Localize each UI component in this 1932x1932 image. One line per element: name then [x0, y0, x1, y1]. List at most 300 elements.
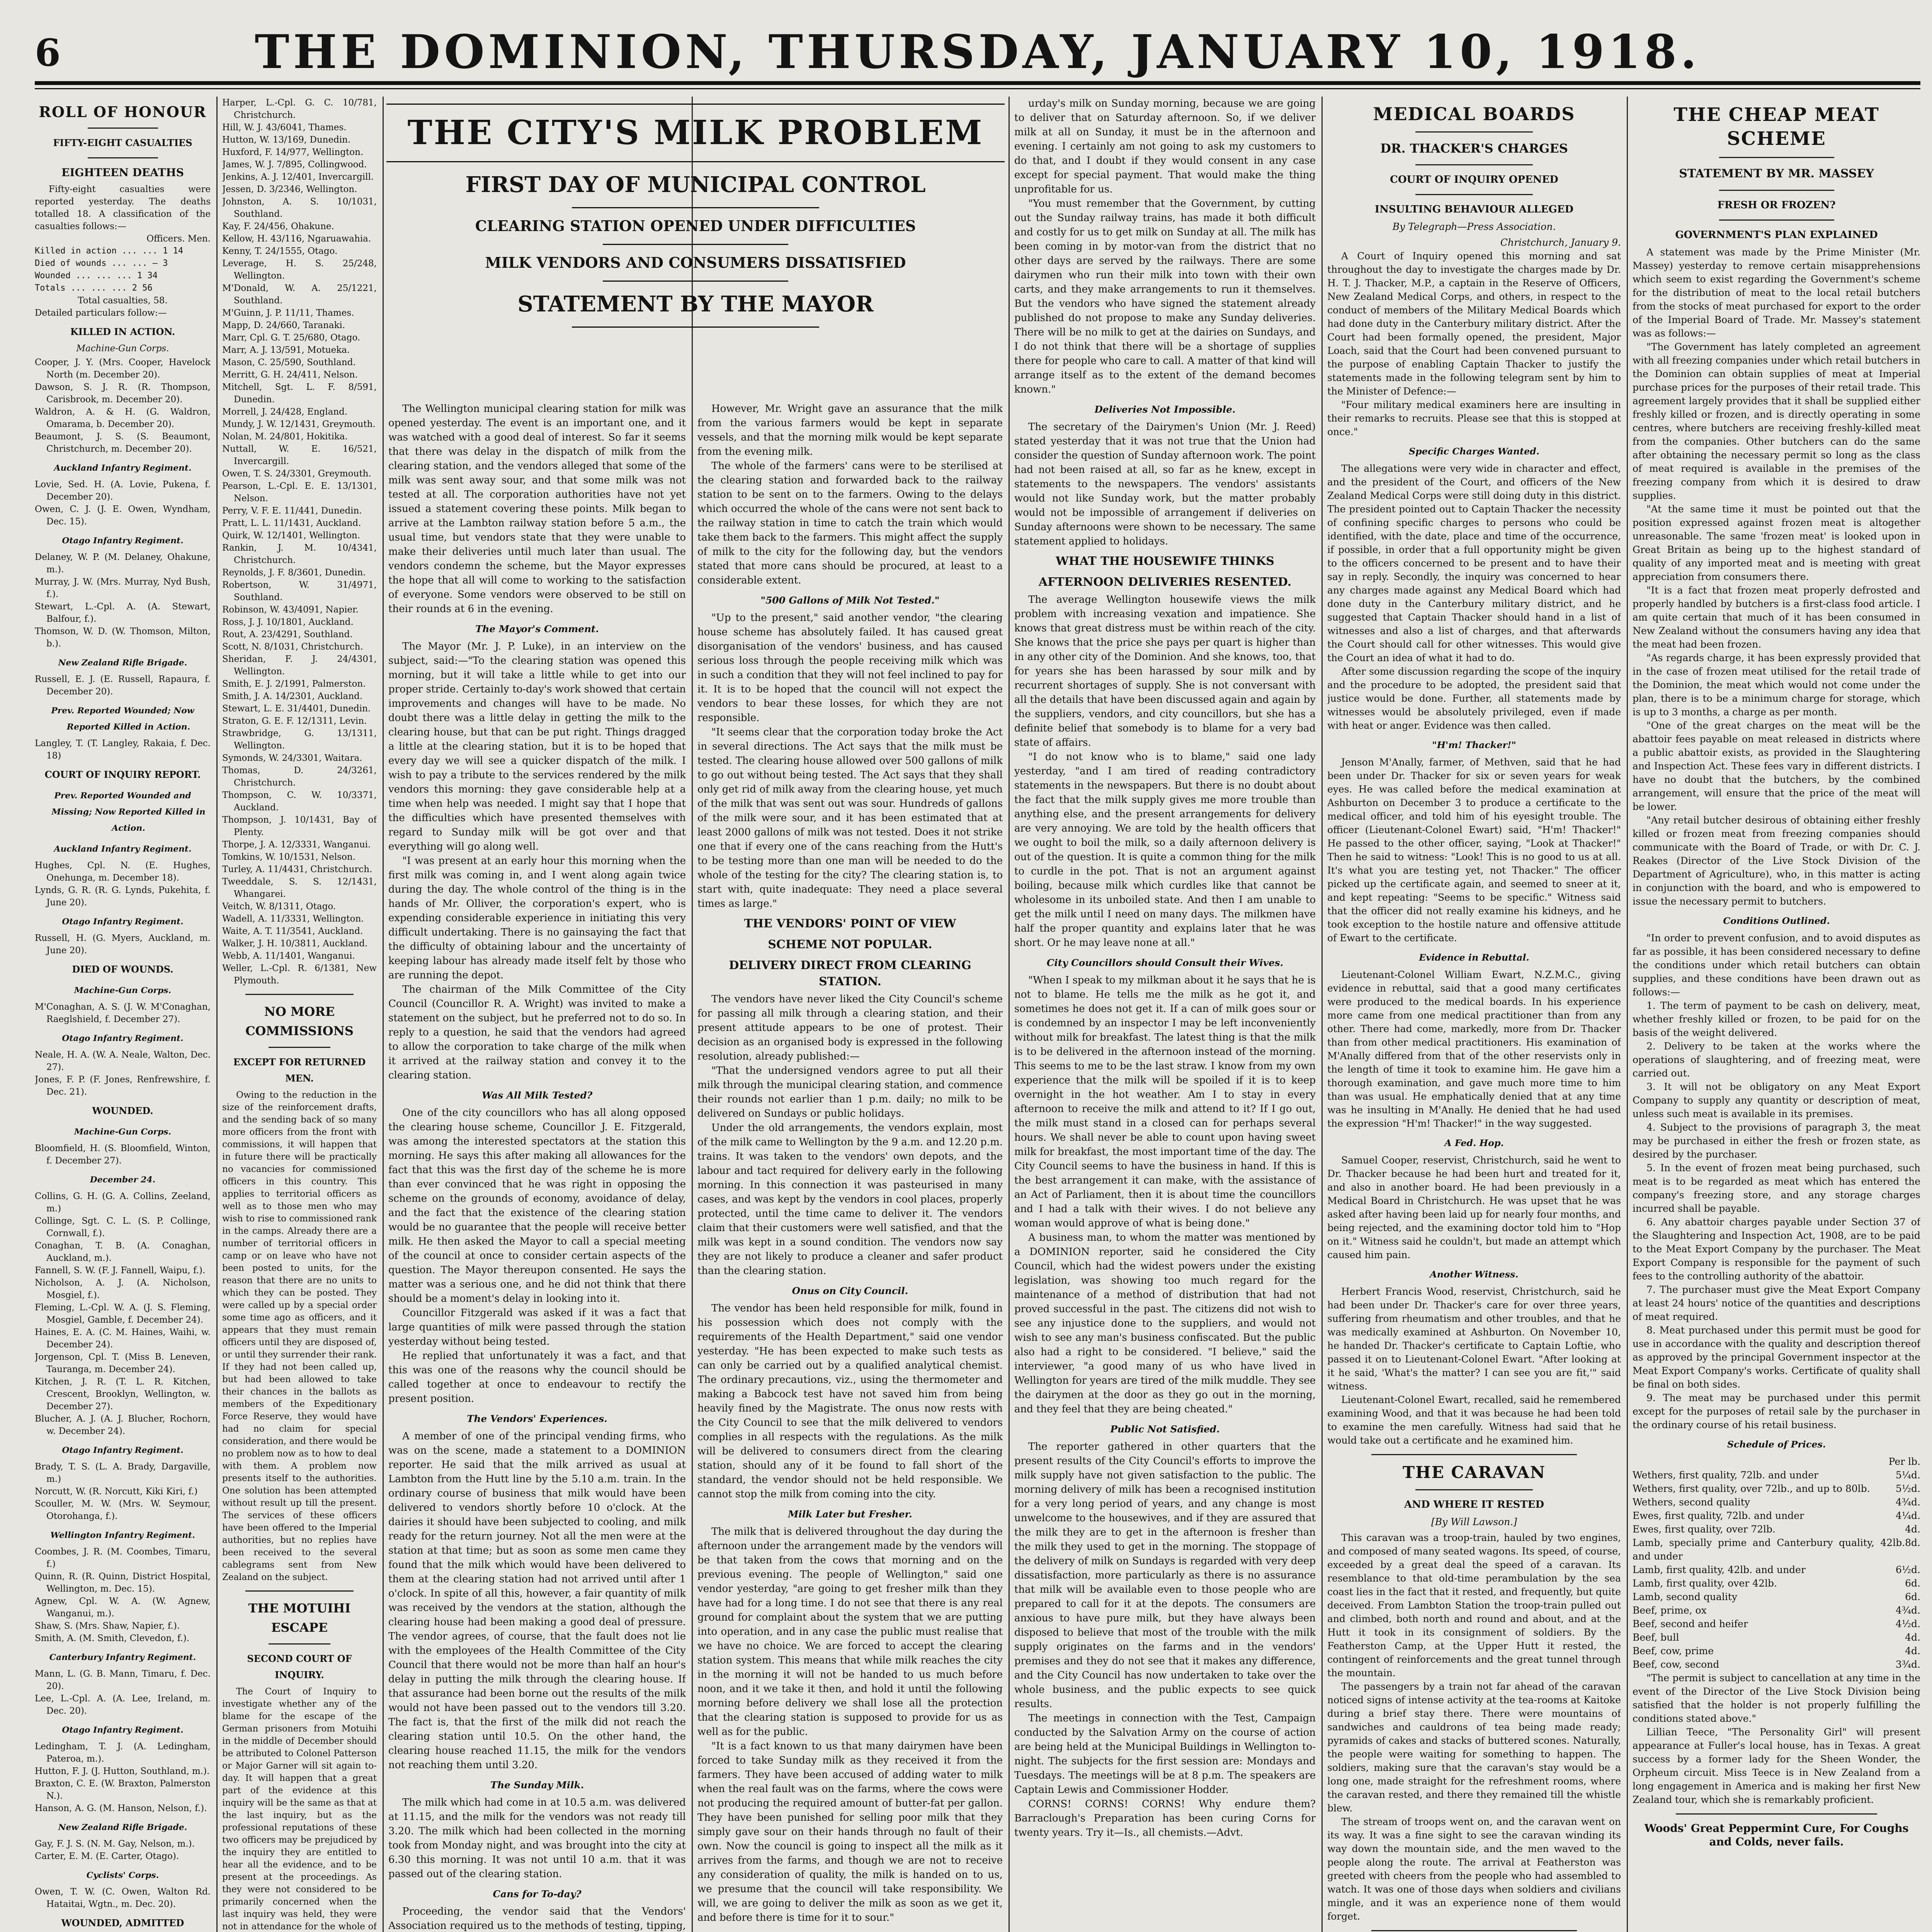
list-item: Kay, F. 24/456, Ohakune.: [222, 221, 334, 231]
column-roll-of-honour: [35, 97, 211, 1932]
list-item: Beaumont, J. S. (S. Beaumont, Christchurch, m. December 20).: [35, 432, 211, 454]
caravan-subtitle: AND WHERE IT RESTED: [1404, 1499, 1544, 1510]
casualty-list-cont: [222, 97, 377, 987]
list-item: Owen, T. S. 24/3301, Greymouth.: [222, 469, 371, 479]
paragraph: The average Wellington housewife views the milk problem with increasing vexation and impatience. She knows that great distress must be within reach of the city. She knows that the price she pays per quart is higher than in any other city of the Dominion. And she knows, too, that for years she has been harassed by sour milk and by recurrent shortages of supply. She is not conversant with all the details that have been discussed again and again by the suppliers, vendors, and city councillors, but she has a definite belief that somebody is to blame for a very bad state of affairs.: [1014, 594, 1316, 748]
meat-deck-2: GOVERNMENT'S PLAN EXPLAINED: [1675, 229, 1878, 241]
price-row: [1633, 1536, 1920, 1563]
price-value: 5¼d.: [1895, 1469, 1920, 1481]
list-item: Haines, E. A. (C. M. Haines, Waihi, w. December 24).: [35, 1327, 211, 1350]
subheading: Cyclists' Corps.: [86, 1870, 159, 1880]
price-item: Wethers, first quality, over 72lb., and up to 80lb.: [1633, 1483, 1870, 1494]
price-value: 4d.: [1905, 1645, 1920, 1656]
subheading: Wellington Infantry Regiment.: [50, 1530, 195, 1540]
medical-text: [1327, 249, 1621, 1447]
subheading: The Vendors' Experiences.: [467, 1413, 607, 1424]
list-item: Hutton, F. J. (J. Hutton, Southland, m.).: [35, 1766, 210, 1776]
list-item: Mason, C. 25/590, Southland.: [222, 357, 356, 367]
killed-heading: KILLED IN ACTION.: [70, 326, 175, 337]
paragraph: "In order to prevent confusion, and to avoid disputes as far as possible, it has been considered necessary to define the conditions under which retail butchers can obtain supplies, and these conditions have been drawn out as follows:—: [1633, 932, 1920, 998]
wounded-heading: WOUNDED.: [92, 1105, 153, 1116]
list-item: Nuttall, W. E. 16/521, Invercargill.: [222, 444, 377, 466]
list-item: Rankin, J. M. 10/4341, Christchurch.: [222, 543, 377, 565]
list-item: Langley, T. (T. Langley, Rakaia, f. Dec. 18): [35, 738, 211, 761]
list-item: Shaw, S. (Mrs. Shaw, Napier, f.).: [35, 1621, 180, 1631]
price-item: Beef, cow, second: [1633, 1659, 1719, 1670]
price-schedule: [1633, 1468, 1920, 1671]
medical-deck-2: INSULTING BEHAVIOUR ALLEGED: [1374, 204, 1574, 215]
list-item: Symonds, W. 24/3301, Waitara.: [222, 753, 362, 763]
list-item: Rout, A. 23/4291, Southland.: [222, 629, 353, 639]
list-item: Quinn, R. (R. Quinn, District Hospital, Wellington, m. Dec. 15).: [35, 1571, 211, 1594]
price-value: 5½d.: [1895, 1483, 1920, 1494]
price-item: Wethers, second quality: [1633, 1497, 1750, 1508]
masthead-rule: [35, 81, 1920, 85]
price-value: 6½d.: [1895, 1564, 1920, 1575]
paragraph: 3. It will not be obligatory on any Meat Export Company to supply any quantity or description of meat, unless such meat is available in its premises.: [1633, 1081, 1920, 1119]
subheading: The Mayor's Comment.: [475, 623, 599, 634]
paper-title: THE DOMINION, THURSDAY, JANUARY 10, 1918.: [255, 25, 1701, 79]
price-value: 8d.: [1905, 1537, 1920, 1548]
price-value: 4¾d.: [1895, 1497, 1920, 1508]
paragraph: The meetings in connection with the Test, Campaign conducted by the Salvation Army on the course of action are being held at the Municipal Buildings in Wellington to-night. The subjects for the first session are: Mondays and Tuesdays. The meetings will be at 8 p.m. The speakers are Captain Lewis and Commissioner Hodder.: [1014, 1713, 1316, 1796]
list-item: Strawbridge, G. 13/1311, Wellington.: [222, 728, 377, 751]
paragraph: The reporter gathered in other quarters that the present results of the City Council's efforts to improve the milk supply have not given satisfaction to the public. The morning delivery of milk has been a recognised institution for a very long period of years, and any change is most unwelcome to the housewives, and if they are assured that the milk they are to get in the afternoon is fresher than the milk they used to get in the morning. The stoppage of the delivery of milk on Sundays is regarded with very deep dissatisfaction, more particularly as there is no assurance that milk will be available even to those people who are prepared to call for it at the depots. The consumers are anxious to have pure milk, but they have always been disposed to believe that most of the trouble with the milk supply originates on the farms and in the vendors' premises and they do not see that it makes any difference, and the City Council has now undertaken to take over the whole business, and the public expects to see quick results.: [1014, 1441, 1316, 1710]
paragraph: "It seems clear that the corporation today broke the Act in several directions. The Act says that the milk must be tested. The clearing house allowed over 500 gallons of milk to go out without being tested. The Act says that they shall only get rid of milk away from the clearing house, yet much of the milk that was sent out was sour. Hundreds of gallons of the milk were sour, and it has been estimated that at least 2000 gallons of milk was not tested. Does it not strike one that if every one of the cans reaching from the Hutt's to be testing more than one man will be needed to do the whole of the testing for the city? The clearing station is, to start with, quite inadequate: They need a place several times as large.": [697, 726, 1003, 910]
paragraph: Jenson M'Anally, farmer, of Methven, said that he had been under Dr. Thacker for six or seven years for weak eyes. He was called before the medical examination at Ashburton on December 3 to produce a certificate to the medical officer, and told him of his eyesight trouble. The officer (Lieutenant-Colonel Ewart) said, "H'm! Thacker!" He passed to the other officer, saying, "Look at Thacker!" Then he said to witness: "Look! This is no good to us at all. It's what you are testing yet, not Thacker." The officer picked up the certificate again, and seemed to sneer at it, and kept repeating: "Seems to be specific." Witness said that the officer did not really examine his kidneys, and he took exception to the hostile nature and offensive attitude of Ewart to the certificate.: [1327, 757, 1621, 944]
commissions-text: [222, 1089, 377, 1583]
column-milk-1: [388, 402, 686, 1932]
paragraph: "It is a fact known to us that many dairymen have been forced to take Sunday milk as they received it from the farmers. They have been accused of adding water to milk when the real fault was on the farms, where the cows were not producing the required amount of butter-fat per gallon. They have been punished for selling poor milk that they simply gave sour on their hands through no fault of their own. Now the council is going to inspect all the milk as it arrives from the farms, and though we are not to receive any consideration of quality, the milk is handed on to us, we presume that the council will take responsibility. We will, we are going to deliver the milk as soon as we get it, and before there is time for it to sour.": [697, 1740, 1003, 1923]
paragraph: Councillor Fitzgerald was asked if it was a fact that large quantities of milk were passed through the station yesterday without being tested.: [388, 1307, 686, 1347]
meat-text: [1633, 245, 1920, 1452]
medical-subtitle: DR. THACKER'S CHARGES: [1380, 141, 1568, 156]
price-row: [1633, 1658, 1920, 1671]
caravan-byline: [By Will Lawson.]: [1431, 1516, 1517, 1527]
list-item: Cooper, J. Y. (Mrs. Cooper, Havelock North (m. December 20).: [35, 357, 211, 380]
subheading: Evidence in Rebuttal.: [1419, 952, 1529, 963]
list-item: Died of wounds ... ... — 3: [35, 259, 168, 268]
price-item: Lamb, first quality, over 42lb.: [1633, 1578, 1777, 1589]
list-item: Pearson, L.-Cpl. E. E. 13/1301, Nelson.: [222, 481, 377, 503]
paragraph: The Mayor (Mr. J. P. Luke), in an interview on the subject, said:—"To the clearing station was opened this morning, but it will take a little while to get into our proper stride. Certainly to-day's work showed that certain improvements and changes will have to be made. No doubt there was a little delay in getting the milk to the clearing house, but that can be put right. Things dragged a little at the clearing station, but it is to be hoped that every day we will see a quicker dispatch of the milk. I wish to pay a tribute to the services rendered by the milk vendors this morning: they gave considerable help at a time when help was needed. I might say that I hope that the difficulties which have presented themselves with regard to Sunday milk will be got over and that everything will go along well.: [388, 641, 686, 852]
subheading: Auckland Infantry Regiment.: [54, 463, 192, 473]
list-item: Kellow, H. 43/116, Ngaruawahia.: [222, 234, 371, 244]
price-row: [1633, 1468, 1920, 1482]
paragraph: "I do not know who is to blame," said one lady yesterday, "and I am tired of reading contradictory statements in the newspapers. But there is no doubt about the fact that the milk supply gives me more trouble than anything else, and the present arrangements for delivery are very annoying. We are told by the health officers that we ought to boil the milk, so a daily afternoon delivery is out of the question. It is quite a common thing for the milk to curdle in the pot. That is not an argument against boiling, because milk which curdles like that cannot be wholesome in its unboiled state. And then I am unable to get the milk until I need on many days. The milkmen have half the proper quantity and explains later that he was short. Or he may leave none at all.": [1014, 751, 1316, 949]
price-row: [1633, 1563, 1920, 1577]
list-item: Johnston, A. S. 10/1031, Southland.: [222, 197, 377, 219]
meat-deck: FRESH OR FROZEN?: [1717, 199, 1836, 211]
list-item: Blucher, A. J. (A. J. Blucher, Rochorn, w. December 24).: [35, 1414, 211, 1436]
column-medical-boards: [1327, 97, 1621, 1932]
paragraph: The Wellington municipal clearing station for milk was opened yesterday. The event is an important one, and it was watched with a good deal of interest. So far it seems that there was delay in the dispatch of milk from the clearing station, and the vendors alleged that some of the milk was sent away sour, and that some milk was not tested at all. The corporation authorities have not yet issued a statement covering these points. Milk began to arrive at the Lambton railway station before 5 a.m., the usual time, but vendors state that they were unable to make their deliveries until much later than usual. The vendors condemn the scheme, but the Mayor expresses the hope that all will come to working to the satisfaction of everyone. Some vendors were observed to be still on their rounds at 6 in the evening.: [388, 403, 686, 615]
list-item: Marr, Cpl. G. T. 25/680, Otago.: [222, 333, 361, 343]
subheading: Canterbury Infantry Regiment.: [49, 1652, 196, 1662]
list-item: Weller, L.-Cpl. R. 6/1381, New Plymouth.: [222, 963, 377, 986]
subheading: Conditions Outlined.: [1723, 915, 1830, 926]
subheading: Deliveries Not Impossible.: [1094, 404, 1236, 415]
price-row: [1633, 1522, 1920, 1536]
list-item: M'Guinn, J. P. 11/11, Thames.: [222, 308, 354, 318]
price-value: 4d.: [1905, 1524, 1920, 1535]
subheading: The Sunday Milk.: [490, 1779, 584, 1791]
list-item: Thorpe, J. A. 12/3331, Wanganui.: [222, 840, 371, 850]
subheading: Otago Infantry Regiment.: [62, 536, 184, 546]
list-item: Nicholson, A. J. (A. Nicholson, Mosgiel, f.).: [35, 1278, 211, 1300]
subheading: A Fed. Hop.: [1444, 1138, 1504, 1148]
subheading: Otago Infantry Regiment.: [62, 917, 184, 927]
subheading: Schedule of Prices.: [1727, 1439, 1826, 1450]
byline: By Telegraph—Press Association.: [1392, 221, 1556, 232]
paragraph: A business man, to whom the matter was mentioned by a DOMINION reporter, said he considered the City Council, which had the widest powers under the existing legislation, was showing too much regard for the maintenance of a method of distribution that had not proved successful in the past. The citizens did not wish to see any injustice done to the suppliers, and would not wish to see any man's business confiscated. But the public also had a right to be considered. "I believe," said the interviewer, "a good many of us who have lived in Wellington for years are tired of the milk muddle. They see the dairymen at the door as they go out in the morning, and they feel that they are being cheated.": [1014, 1232, 1316, 1415]
subheading: Specific Charges Wanted.: [1409, 446, 1539, 457]
price-item: Ewes, first quality, 72lb. and under: [1633, 1510, 1804, 1521]
list-item: Stewart, L.-Cpl. A. (A. Stewart, Balfour, f.).: [35, 602, 211, 624]
paragraph: Proceeding, the vendor said that the Vendors' Association required us to the methods of testing, tipping,: [388, 1906, 686, 1932]
price-row: [1633, 1590, 1920, 1604]
headline-main: THE CITY'S MILK PROBLEM: [407, 113, 984, 152]
list-item: Thomson, W. D. (W. Thomson, Milton, b.).: [35, 626, 211, 649]
list-item: Sheridan, F. J. 24/4301, Wellington.: [222, 654, 377, 677]
subheading: Machine-Gun Corps.: [74, 985, 172, 995]
section-heading: EIGHTEEN DEATHS: [61, 166, 184, 179]
list-item: Smith, E. J. 2/1991, Palmerston.: [222, 679, 366, 689]
paragraph: He replied that unfortunately it was a fact, and that this was one of the reasons why the council should be called together at once to endeavour to rectify the present position.: [388, 1350, 686, 1405]
subheading: Public Not Satisfied.: [1110, 1423, 1220, 1435]
column-rule: [1321, 97, 1323, 1932]
paragraph: Lillian Teece, "The Personality Girl" will present appearance at Fuller's local house, has in Texas. A great success by a former lady for the Sheen Wonder, the Orpheum circuit. Miss Teece is in New Zealand from a long engagement in America and is making her first New Zealand tour, which she is remarkably proficient.: [1633, 1726, 1920, 1805]
paragraph: The vendors have never liked the City Council's scheme for passing all milk through a clearing station, and their present attitude appears to be one of protest. Their decision as an organised body is expressed in the following resolution, already published:—: [697, 993, 1003, 1062]
motuihi-title: THE MOTUIHI ESCAPE: [248, 1601, 351, 1635]
list-item: Smith, A. (M. Smith, Clevedon, f.).: [35, 1633, 190, 1643]
paragraph: The milk which had come in at 10.5 a.m. was delivered at 11.15, and the milk for the vendors was not ready till 3.20. The milk which had been collected in the morning took from Monday night, and was brought into the city at 6.30 this morning. It was not until 10 a.m. that it was passed out of the clearing station.: [388, 1797, 686, 1880]
paragraph: The passengers by a train not far ahead of the caravan noticed signs of intense activity at the tea-rooms at Kaitoke during a brief stay there. There were mountains of sandwiches and cauldrons of tea being made ready; pyramids of cakes and stacks of buttered scones. Naturally, the people were waiting for something to happen. The soldiers, making sure that the caravan's stay would be a long one, made straight for the refreshment rooms, where the caravan rested, and there they remained till the whistle blew.: [1327, 1681, 1621, 1814]
list-item: Russell, H. (G. Myers, Auckland, m. June 20).: [35, 933, 211, 956]
list-item: Jones, F. P. (F. Jones, Renfrewshire, f. Dec. 21).: [35, 1075, 211, 1097]
list-item: Coombes, J. R. (M. Coombes, Timaru, f.): [35, 1547, 211, 1569]
commissions-title: NO MORE COMMISSIONS: [245, 1004, 354, 1038]
price-row: [1633, 1631, 1920, 1644]
hospital-heading: WOUNDED, ADMITTED: [61, 1917, 184, 1929]
list-item: Stewart, L. E. 31/4401, Dunedin.: [222, 704, 371, 714]
list-item: Smith, J. A. 14/2301, Auckland.: [222, 691, 363, 701]
paragraph: "As regards charge, it has been expressly provided that in the case of frozen meat utilised for the retail trade of the Dominion, the meat which would not come under the plan, there is to be a minimum charge for storage, which is up to 3 months, a charge as per month.: [1633, 652, 1920, 718]
section-title: ROLL OF HONOUR: [39, 103, 207, 121]
column-rule: [692, 97, 693, 1932]
column-rule: [1009, 97, 1010, 1932]
paragraph: "The permit is subject to cancellation at any time in the event of the Director of the Live Stock Division being satisfied that the holder is not properly fulfilling the conditions stated above.": [1633, 1672, 1920, 1724]
inquiry-list: [35, 787, 211, 957]
price-row: [1633, 1577, 1920, 1590]
headline-deck-2: MILK VENDORS AND CONSUMERS DISSATISFIED: [485, 254, 906, 271]
caravan-title: THE CARAVAN: [1402, 1463, 1546, 1482]
list-item: Ross, J. J. 10/1801, Auckland.: [222, 617, 354, 627]
paragraph: "Any retail butcher desirous of obtaining either freshly killed or frozen meat from freezing companies should communicate with the Board of Trade, or with Dr. C. J. Reakes (Director of the Live Stock Division of the Department of Agriculture), who, in this matter is acting in conjunction with the board, and who is empowered to issue the necessary permit to butchers.: [1633, 815, 1920, 907]
list-item: Collins, G. H. (G. A. Collins, Zeeland, m.): [35, 1191, 211, 1214]
paragraph: A member of one of the principal vending firms, who was on the scene, made a statement to a DOMINION reporter. He said that the milk arrived as usual at Lambton from the Hutt line by the 5.10 a.m. train. In the ordinary course of business that milk would have been delivered to vendors shortly before 10 o'clock. At the dairies it should have been subjected to cooling, and milk ready for the return journey. Not all the men were at the station at that time; but as soon as some men came they found that the milk which would have been delivered to them at the clearing station had not arrived until after 1 o'clock. In spite of all this, however, a fair quantity of milk was received by the vendors at the station, although the clearing house had been making a good deal of pressure. The vendor agrees, of course, that the fault does not lie with the employees of the Health Committee of the City Council that there would not be more than half an hour's delay in putting the milk through the clearing house. If that assurance had been borne out the results of the milk would not have been passed out to the vendors till 3.20. The fact is, that the first of the milk did not reach the clearing station until 10.5. On the other hand, the clearing house reached 11.15, the milk for the vendors not reaching them until 3.20.: [388, 1430, 686, 1771]
paragraph: After some discussion regarding the scope of the inquiry and the procedure to be adopted, the president said that justice would be done. Further, all statements made by witnesses would be absolutely privileged, even if made with heat or anger. Evidence was then called.: [1327, 666, 1621, 731]
list-item: Braxton, C. E. (W. Braxton, Palmerston N.).: [35, 1779, 211, 1801]
headline-sub: FIRST DAY OF MUNICIPAL CONTROL: [465, 172, 926, 197]
paragraph: The Court of Inquiry to investigate whether any of the blame for the escape of the German prisoners from Motuihi in the middle of December should be attributed to Colonel Patterson or Major Garner will sit again to-day. It will happen that a great part of the evidence at this inquiry will be the same as that at the last inquiry, but as the professional reputations of these two officers may be prejudiced by the inquiry they are entitled to hear all the evidence, and to be present at the proceedings. As they were not considered to be primarily concerned when the last inquiry was held, they were not in attendance for the whole of: [222, 1687, 377, 1932]
price-item: Lamb, second quality: [1633, 1591, 1738, 1602]
list-item: Nolan, M. 24/801, Hokitika.: [222, 432, 348, 442]
list-item: Lovie, Sed. H. (A. Lovie, Pukena, f. December 20).: [35, 480, 211, 502]
list-item: Lee, L.-Cpl. A. (A. Lee, Ireland, m. Dec. 20).: [35, 1694, 211, 1716]
medical-title: MEDICAL BOARDS: [1373, 104, 1575, 124]
list-item: Kitchen, J. R. (T. L. R. Kitchen, Crescent, Brooklyn, Wellington, w. December 27).: [35, 1377, 211, 1412]
list-item: Fannell, S. W. (F. J. Fannell, Waipu, f.).: [35, 1265, 206, 1276]
paragraph: "At the same time it must be pointed out that the position expressed against frozen meat is altogether unreasonable. The same 'frozen meat' is looked upon in Great Britain as being up to the highest standard of quality of any imported meat and is meeting with great appreciation from consumers there.: [1633, 503, 1920, 582]
table-header: Officers. Men.: [146, 234, 211, 244]
paragraph: CORNS! CORNS! CORNS! Why endure them? Barraclough's Preparation has been curing Corns for twenty years. Try it—Is., all chemists.—Advt.: [1014, 1798, 1316, 1838]
list-item: Mitchell, Sgt. L. F. 8/591, Dunedin.: [222, 382, 377, 405]
list-item: Huxford, F. 14/977, Wellington.: [222, 147, 364, 157]
list-item: Killed in action ... ... 1 14: [35, 246, 184, 256]
list-item: Hutton, W. 13/169, Dunedin.: [222, 135, 351, 145]
paragraph: Samuel Cooper, reservist, Christchurch, said he went to Dr. Thacker because he had been hurt and treated for it, and also in another board. He had been previously in a Medical Board in Christchurch. He was upset that he was asked after having been laid up for nearly four months, and being rejected, and the examining doctor told him to "Hop on it." Witness said he couldn't, but made an attempt which caused him pain.: [1327, 1155, 1621, 1260]
subheading: City Councillors should Consult their Wives.: [1046, 957, 1284, 968]
wounded-list: [35, 1124, 211, 1910]
motuihi-subtitle: SECOND COURT OF INQUIRY.: [247, 1653, 352, 1680]
price-value: 4d.: [1905, 1632, 1920, 1643]
paragraph: Lieutenant-Colonel William Ewart, N.Z.M.C., giving evidence in rebuttal, said that a good many certificates were produced to the medical boards. In his experience more came from one medical practitioner than from any other. There had come, markedly, more from Dr. Thacker than from other medical practitioners. His examination of M'Anally differed from that of the other reservists only in the length of time it took to examine him. He gave him a thorough examination, and gave much more time to him than was usual. He emphatically denied that at any time was he insulting in M'Anally. He denied that he had used the expression "H'm! Thacker!" in the way suggested.: [1327, 969, 1621, 1129]
price-item: Ewes, first quality, over 72lb.: [1633, 1524, 1776, 1535]
inquiry-heading: COURT OF INQUIRY REPORT.: [44, 769, 201, 780]
price-item: Beef, bull: [1633, 1632, 1679, 1643]
list-item: Norcutt, W. (R. Norcutt, Kiki Kiri, f.): [35, 1486, 198, 1497]
price-item: Lamb, first quality, 42lb. and under: [1633, 1564, 1806, 1575]
prices-header: Per lb.: [1888, 1456, 1920, 1467]
list-item: Pratt, L. L. 11/1431, Auckland.: [222, 518, 361, 528]
list-item: Quirk, W. 12/1401, Wellington.: [222, 531, 361, 541]
price-item: Beef, second and heifer: [1633, 1618, 1748, 1629]
price-row: [1633, 1617, 1920, 1631]
list-item: Mundy, J. W. 12/1431, Greymouth.: [222, 419, 376, 429]
list-item: Thompson, J. 10/1431, Bay of Plenty.: [222, 815, 377, 837]
list-item: Morrell, J. 24/428, England.: [222, 407, 348, 417]
list-item: Hughes, Cpl. N. (E. Hughes, Onehunga, m. December 18).: [35, 861, 211, 883]
list-item: Robertson, W. 31/4971, Southland.: [222, 580, 377, 602]
paragraph: "Four military medical examiners here are insulting in their remarks to recruits. Please see that this is stopped at once.": [1327, 399, 1621, 437]
paragraph: "That the undersigned vendors agree to put all their milk through the municipal clearing station, and commence their rounds not earlier than 1 p.m. daily; no milk to be delivered on Sundays or public holidays.: [697, 1065, 1003, 1119]
total-casualties: Total casualties, 58.: [78, 296, 168, 306]
paragraph: 2. Delivery to be taken at the works where the operations of slaughtering, and of freezing meat, were carried out.: [1633, 1041, 1920, 1079]
subheading: New Zealand Rifle Brigade.: [58, 1822, 187, 1832]
list-item: Kenny, T. 24/1555, Otago.: [222, 246, 338, 256]
list-item: Marr, A. J. 13/591, Motueka.: [222, 345, 350, 355]
price-row: [1633, 1644, 1920, 1658]
list-item: Totals ... ... ... 2 56: [35, 283, 153, 293]
paragraph: 6. Any abattoir charges payable under Section 37 of the Slaughtering and Inspection Act, 1908, are to be paid to the Meat Export Company by the purchaser. The Meat Export Company is responsible for the payment of such fees to the controlling authority of the abattoir.: [1633, 1216, 1920, 1282]
list-item: Delaney, W. P. (M. Delaney, Ohakune, m.).: [35, 552, 211, 575]
paragraph: "I was present at an early hour this morning when the first milk was coming in, and I went along again twice during the day. The whole control of the thing is in the hands of Mr. Olliver, the corporation's expert, who is expending considerable experience in initiating this very difficult undertaking. There is no gainsaying the fact that the difficulty of obtaining labour and the uncertainty of keeping labour has already made itself felt by those who are running the depot.: [388, 855, 686, 981]
list-item: Webb, A. 11/1401, Wanganui.: [222, 951, 355, 961]
list-item: M'Conaghan, A. S. (J. W. M'Conaghan, Raeglshield, f. December 27).: [35, 1002, 211, 1024]
list-item: Reynolds, J. F. 8/3601, Dunedin.: [222, 568, 366, 578]
column-milk-3: [1014, 97, 1316, 1932]
list-item: Waldron, A. & H. (G. Waldron, Omarama, b. December 20).: [35, 407, 211, 429]
list-item: Jessen, D. 3/2346, Wellington.: [222, 184, 357, 194]
paragraph: 1. The term of payment to be cash on delivery, meat, whether freshly killed or frozen, to be paid for on the basis of the weight delivered.: [1633, 1000, 1920, 1038]
list-item: Hill, W. J. 43/6041, Thames.: [222, 122, 347, 133]
commissions-subtitle: EXCEPT FOR RETURNED MEN.: [233, 1056, 366, 1084]
subheading: Was All Milk Tested?: [481, 1090, 593, 1101]
price-row: [1633, 1482, 1920, 1495]
list-item: Jenkins, A. J. 12/401, Invercargill.: [222, 172, 374, 182]
list-item: Waite, A. T. 11/3541, Auckland.: [222, 926, 363, 936]
price-value: 6d.: [1905, 1578, 1920, 1589]
paragraph: However, Mr. Wright gave an assurance that the milk from the various farmers would be kept in separate vessels, and that the morning milk would be kept separate from the evening milk.: [697, 403, 1003, 457]
list-item: Perry, V. F. E. 11/441, Dunedin.: [222, 506, 362, 516]
list-item: Russell, E. J. (E. Russell, Rapaura, f. December 20).: [35, 674, 211, 697]
list-item: Carter, E. M. (E. Carter, Otago).: [35, 1851, 179, 1861]
masthead: [35, 23, 1920, 81]
dateline: Christchurch, January 9.: [1500, 237, 1621, 248]
paragraph: Lieutenant-Colonel Ewart, recalled, said he remembered examining Wood, and that it was because he had been told to examine the men carefully. Witness had said that he would take out a certificate and he examined him.: [1327, 1394, 1621, 1446]
column-lists-commissions: [222, 97, 377, 1932]
motuihi-text: [222, 1685, 377, 1932]
paragraph: The vendor has been held responsible for milk, found in his possession which does not comply with the requirements of the Health Department," said one vendor yesterday. "He has been expected to make such tests as can only be carried out by a qualified analytical chemist. The ordinary precautions, viz., using the thermometer and making a Babcock test have not saved him from being heavily fined by the Magistrate. The onus now rests with the City Council to see that the milk delivered to vendors complies in all respects with the regulations. As the milk will be delivered to consumers direct from the clearing station, should any of it be found to fall short of the standard, the vendor should not be held responsible. We cannot stop the milk from coming into the city.: [697, 1303, 1003, 1500]
died-heading: DIED OF WOUNDS.: [72, 964, 173, 975]
price-item: Lamb, specially prime and Canterbury quality, 42lb. and under: [1633, 1537, 1905, 1562]
price-row: [1633, 1604, 1920, 1617]
paragraph: The milk that is delivered throughout the day during the afternoon under the arrangement made by the vendors will be that taken from the cows that morning and on the previous evening. The people of Wellington," said one vendor yesterday, "are going to get fresher milk than they have had for a long time. I do not see that there is any real ground for complaint about the system that we are putting into operation, and in any case the public must realise that we have no choice. We are forced to accept the clearing station system. This means that while milk reaches the city in the morning it will not be handed to us much before noon, and it we take it then, and hold it until the following morning before delivery we shall lose all the protection that the clearing station is supposed to provide for us as well as for the public.: [697, 1526, 1003, 1738]
meat-subtitle: STATEMENT BY MR. MASSEY: [1679, 167, 1874, 180]
particulars: Detailed particulars follow:—: [35, 308, 167, 318]
section-subtitle: FIFTY-EIGHT CASUALTIES: [53, 137, 192, 148]
paragraph: 9. The meat may be purchased under this permit except for the purposes of retail sale by the purchaser in the ordinary course of his retail business.: [1633, 1392, 1920, 1430]
subheading: Prev. Reported Wounded and Missing; Now Reported Killed in Action.: [51, 791, 206, 833]
paragraph: "When I speak to my milkman about it he says that he is not to blame. He tells me the milk as he got it, and sometimes he does not get it. If a can of milk goes sour or is condemned by an inspector I may be left inconveniently without milk for breakfast. The latest thing is that the milk is to be delivered in the afternoon instead of the morning. This seems to me to be the last straw. I know from my own experience that the milk will be spoiled if it is to keep overnight in the hot weather. Am I to stay in every afternoon to receive the milk and attend to it? If I go out, the milk must stand in a closed can for perhaps several hours. We shall never be able to count upon having sweet milk for breakfast, the most important time of the day. The City Council seems to have the business in hand. If this is the best arrangement it can make, with the assistance of an Act of Parliament, then it is about time the councillors and I had a talk with their wives. I do not believe any woman would approve of what is being done.": [1014, 975, 1316, 1229]
price-row: [1633, 1495, 1920, 1509]
column-milk-2: [697, 402, 1003, 1932]
list-item: Tomkins, W. 10/1531, Nelson.: [222, 852, 356, 862]
paragraph: A statement was made by the Prime Minister (Mr. Massey) yesterday to remove certain misapprehensions which seem to exist regarding the Government's scheme for the distribution of meat to the local retail butchers from the stocks of meat purchased for export to the order of the Imperial Board of Trade. Mr. Massey's statement was as follows:—: [1633, 247, 1920, 339]
subheading: Machine-Gun Corps.: [74, 1127, 172, 1137]
list-item: Straton, G. E. F. 12/1311, Levin.: [222, 716, 367, 726]
list-item: James, W. J. 7/895, Collingwood.: [222, 160, 367, 170]
list-item: Thomas, D. 24/3261, Christchurch.: [222, 765, 377, 788]
meat-tail: [1633, 1671, 1920, 1806]
milk-headline: [386, 97, 1005, 335]
subheading: Otago Infantry Regiment.: [62, 1445, 184, 1455]
list-item: Thompson, C. W. 10/3371, Auckland.: [222, 790, 377, 813]
killed-list: [35, 356, 211, 762]
list-item: Fleming, L.-Cpl. W. A. (J. S. Fleming, Mosgiel, Gamble, f. December 24).: [35, 1303, 211, 1325]
intro-text: Fifty-eight casualties were reported yesterday. The deaths totalled 18. A classification of the casualties follows:—: [35, 184, 211, 231]
page-number: 6: [35, 31, 61, 75]
list-item: Wounded ... ... ... 1 34: [35, 271, 158, 281]
paragraph: The stream of troops went on, and the caravan went on its way. It was a fine sight to see the caravan winding its way down the mountain side, and the men waved to the people along the route. The arrival at Featherston was greeted with cheers from the people who had assembled to watch. It was one of those days when soldiers and civilians mingle, and it was an experience none of them would forget.: [1327, 1816, 1621, 1922]
paragraph: The allegations were very wide in character and effect, and the president of the Court, and officers of the New Zealand Medical Corps were still doing duty in this district. The president pointed out to Captain Thacker the necessity of confining specific charges to persons who could be identified, with the date, place and time of the occurrence, if possible, in order that a full opportunity might be given to the officers concerned to be present and to have their say in reply. Secondly, the inquiry was concerned to hear any charges made against any Medical Board which had done duty in the Canterbury military district, and he suggested that Captain Thacker should hand in a list of witnesses and also a list of charges, and that afterwards the Court should call for other witnesses. This would give the Court an idea of what it had to do.: [1327, 463, 1621, 663]
price-item: Beef, prime, ox: [1633, 1605, 1707, 1616]
subheading: Auckland Infantry Regiment.: [54, 844, 192, 854]
list-item: Ledingham, T. J. (A. Ledingham, Pateroa, m.).: [35, 1742, 211, 1764]
paragraph: "Up to the present," said another vendor, "the clearing house scheme has absolutely failed. It has caused great disorganisation of the vendors' business, and has caused serious loss through the people receiving milk which was in such a condition that they will not feel inclined to pay for it. It is to be hoped that the council will not expect the vendors to bear these losses, for which they are not responsible.: [697, 612, 1003, 724]
paragraph: Herbert Francis Wood, reservist, Christchurch, said he had been under Dr. Thacker's care for over three years, suffering from rheumatism and other troubles, and that he was medically examined at Ashburton. On November 10, he handed Dr. Thacker's certificate to Captain Loftie, who passed it on to Lieutenant-Colonel Ewart. "After looking at it he said, 'What's the matter? I can see you are fit,'" said witness.: [1327, 1286, 1621, 1392]
subheading: Cans for To-day?: [493, 1888, 582, 1900]
subheading: "500 Gallons of Milk Not Tested.": [760, 595, 940, 606]
column-rule: [383, 97, 384, 1932]
list-item: Hanson, A. G. (M. Hanson, Nelson, f.).: [35, 1803, 207, 1813]
paragraph: Under the old arrangements, the vendors explain, most of the milk came to Wellington by the 9 a.m. and 12.20 p.m. trains. It was taken to the vendors' own depots, and the labour and tact required for delivery early in the following morning. In this connection it was pasteurised in many cases, and was kept by the vendors in cool places, properly protected, until the time came to deliver it. The vendors claim that their customers were well satisfied, and that the milk was kept in a sound condition. The vendors now say they are not likely to produce a cleaner and safer product than the clearing station.: [697, 1122, 1003, 1277]
headline-deck-1: CLEARING STATION OPENED UNDER DIFFICULTIES: [475, 217, 916, 235]
subheading: SCHEME NOT POPULAR.: [768, 938, 932, 951]
subheading: Prev. Reported Wounded; Now Reported Killed in Action.: [51, 706, 194, 732]
price-item: Wethers, first quality, 72lb. and under: [1633, 1469, 1818, 1481]
list-item: Robinson, W. 43/4091, Napier.: [222, 605, 359, 615]
list-item: Mann, L. (G. B. Mann, Timaru, f. Dec. 20).: [35, 1669, 211, 1691]
subheading: Otago Infantry Regiment.: [62, 1725, 184, 1735]
list-item: Conaghan, T. B. (A. Conaghan, Auckland, m.).: [35, 1241, 211, 1263]
headline-deck-3: STATEMENT BY THE MAYOR: [517, 291, 874, 317]
paragraph: The chairman of the Milk Committee of the City Council (Councillor R. A. Wright) was invited to make a statement on the subject, but he preferred not to do so. In reply to a question, he said that the vendors had agreed to allow the corporation to take charge of the milk when it arrived at the railway station and convey it to the clearing station.: [388, 984, 686, 1081]
paragraph: A Court of Inquiry opened this morning and sat throughout the day to investigate the charges made by Dr. H. T. J. Thacker, M.P., a captain in the Reserve of Officers, New Zealand Medical Corps, and others, in respect to the conduct of members of the Military Medical Boards which had done duty in the Canterbury military district. After the Court had been formally opened, the president, Major Loach, said that the Court had been convened pursuant to the purpose of enabling Captain Thacker to justify the statements made in the following telegram sent by him to the Minister of Defence:—: [1327, 250, 1621, 397]
list-item: Owen, T. W. (C. Owen, Walton Rd. Hataitai, Wgtn., m. Dec. 20).: [35, 1887, 211, 1909]
subheading: Another Witness.: [1430, 1269, 1519, 1280]
column-rule: [1627, 97, 1628, 1932]
paragraph: 5. In the event of frozen meat being purchased, such meat is to be regarded as meat which has entered the company's freezing store, and any storage charges incurred shall be payable.: [1633, 1162, 1920, 1214]
price-value: 3¾d.: [1895, 1659, 1920, 1670]
list-item: Scouller, M. W. (Mrs. W. Seymour, Otorohanga, f.).: [35, 1499, 211, 1521]
paragraph: The secretary of the Dairymen's Union (Mr. J. Reed) stated yesterday that it was not true that the Union had consider the question of Sunday afternoon work. The point had not been raised at all, so far as he knew, except in statements to the newspapers. The vendors' assistants would not like Sunday work, but the matter probably would not be impossible of arrangement if deliveries on Sunday afternoons were shown to be necessary. The same statement applied to holidays.: [1014, 421, 1316, 547]
price-value: 4¾d.: [1895, 1605, 1920, 1616]
subheading: New Zealand Rifle Brigade.: [58, 658, 187, 668]
paragraph: "The Government has lately completed an agreement with all freezing companies under which retail butchers in the Dominion can obtain supplies of meat at Imperial purchase prices for the purposes of their retail trade. This agreement largely provides that it shall be supplied either freshly killed or frozen, and is directly operating in some centres, where butchers are receiving freshly-killed meat from the companies. Other butchers can do the same after obtaining the necessary permit so long as the class of meat required is available in the premises of the freezing company from which it is desired to draw supplies.: [1633, 341, 1920, 501]
subheading: "H'm! Thacker!": [1432, 740, 1516, 750]
list-item: Gay, F. J. S. (N. M. Gay, Nelson, m.).: [35, 1839, 195, 1849]
list-item: Agnew, Cpl. W. A. (W. Agnew, Wanganui, m.).: [35, 1596, 211, 1619]
price-value: 4½d.: [1895, 1618, 1920, 1629]
masthead-rule-thin: [35, 88, 1920, 89]
list-item: Wadell, A. 11/3331, Wellington.: [222, 914, 364, 924]
paragraph: 4. Subject to the provisions of paragraph 3, the meat may be purchased in either the fresh or frozen state, as desired by the purchaser.: [1633, 1122, 1920, 1160]
meat-title: THE CHEAP MEAT SCHEME: [1673, 104, 1879, 150]
column-rule: [216, 97, 218, 1932]
list-item: Leverage, H. S. 25/248, Wellington.: [222, 259, 377, 281]
list-item: Owen, C. J. (J. E. Owen, Wyndham, Dec. 15).: [35, 504, 211, 527]
paragraph: The whole of the farmers' cans were to be sterilised at the clearing station and forwarded back to the railway station to be sent on to the farmers. Owing to the delays which occurred the whole of the cans were not sent back to the railway station in time to catch the train which would take them back to the farmers. This might affect the supply of milk to the city for the following day, but the vendors stated that more cans should be procured, at least to a considerable extent.: [697, 460, 1003, 586]
caravan-text: [1327, 1531, 1621, 1923]
subheading: Otago Infantry Regiment.: [62, 1033, 184, 1043]
paragraph: "One of the great charges on the meat will be the abattoir fees payable on meat released in districts where a public abattoir exists, as provided in the Slaughtering and Inspection Act. These fees vary in different districts. I have no doubt that the butchers, by the combined arrangement, will ensure that the price of the meat will be lower.: [1633, 720, 1920, 812]
list-item: Harper, L.-Cpl. G. C. 10/781, Christchurch.: [222, 98, 377, 120]
list-item: Murray, J. W. (Mrs. Murray, Nyd Bush, f.).: [35, 577, 211, 599]
subheading: Milk Later but Fresher.: [788, 1509, 912, 1520]
subheading: THE VENDORS' POINT OF VIEW: [744, 917, 956, 930]
paragraph: Owing to the reduction in the size of the reinforcement drafts, and the sending back of so many more officers from the front with commissions, it will happen that in future there will be practically no vacancies for commissioned officers in this country. This applies to territorial officers as well as to those men who may wish to rise to commissioned rank in the camps. Already there are a number of territorial officers in camp or on leave who have not been posted to units, for the reason that there are no units to which they can be posted. They were called up by a special order some time ago as officers, and it appears that they must remain officers until they are disposed of, or until they surrender their rank. If they had not been called up, but had been allowed to take their chances in the ballots as members of the Expeditionary Force Reserve, they would have had no claim for special consideration, and there would be no problem now as to how to deal with them. A problem now presents itself to the authorities. One solution has been attempted without result up till the present. The services of these officers have been offered to the Imperial authorities, but no replies have been received to the several cablegrams sent from New Zealand on the subject.: [222, 1090, 377, 1582]
casualty-table: [35, 245, 211, 294]
list-item: Neale, H. A. (W. A. Neale, Walton, Dec. 27).: [35, 1050, 211, 1072]
subheading: WHAT THE HOUSEWIFE THINKS: [1056, 554, 1274, 568]
list-item: Lynds, G. R. (R. G. Lynds, Pukehita, f. June 20).: [35, 885, 211, 908]
price-item: Beef, cow, prime: [1633, 1645, 1714, 1656]
subheading: December 24.: [90, 1175, 156, 1185]
subheading: Onus on City Council.: [792, 1285, 908, 1296]
paragraph: This caravan was a troop-train, hauled by two engines, and composed of many seated wagons. Its speed, of course, exceeded by a great deal the speed of a caravan. Its resemblance to that old-time perambulation by the sea coast lies in the fact that it rested, and frequently, but quite deceived. From Lambton Station the troop-train pulled out and climbed, both north and round and about, and at the Hutt it took in its consignment of soldiers. By the Featherston Camp, at the Upper Hutt it rested, the contingent of reinforcements and the great tunnel through the mountain.: [1327, 1532, 1621, 1679]
paragraph: One of the city councillors who has all along opposed the clearing house scheme, Councillor J. E. Fitzgerald, was among the interested spectators at the station this morning. He says this after making all allowances for the fact that this was the first day of the scheme he is more than ever convinced that he was right in opposing the scheme on the grounds of economy, avoidance of delay, and the fact that the existence of the clearing station would be no guarantee that the people will receive better milk. He then asked the Mayor to call a special meeting of the council at once to consider certain aspects of the question. The Mayor thereupon consented. He says the matter was a serious one, and he did not think that there should be a moment's delay in looking into it.: [388, 1107, 686, 1304]
list-item: Bloomfield, H. (S. Bloomfield, Winton, f. December 27).: [35, 1143, 211, 1166]
medical-deck: COURT OF INQUIRY OPENED: [1390, 174, 1558, 185]
list-item: Veitch, W. 8/1311, Otago.: [222, 901, 336, 912]
price-value: 4¼d.: [1895, 1510, 1920, 1521]
list-item: M'Donald, W. A. 25/1221, Southland.: [222, 283, 377, 306]
list-item: Jorgenson, Cpl. T. (Miss B. Leneven, Tauranga, m. December 24).: [35, 1352, 211, 1374]
list-item: Tweeddale, S. S. 12/1431, Whangarei.: [222, 877, 377, 899]
unit-heading: Machine-Gun Corps.: [76, 344, 169, 354]
